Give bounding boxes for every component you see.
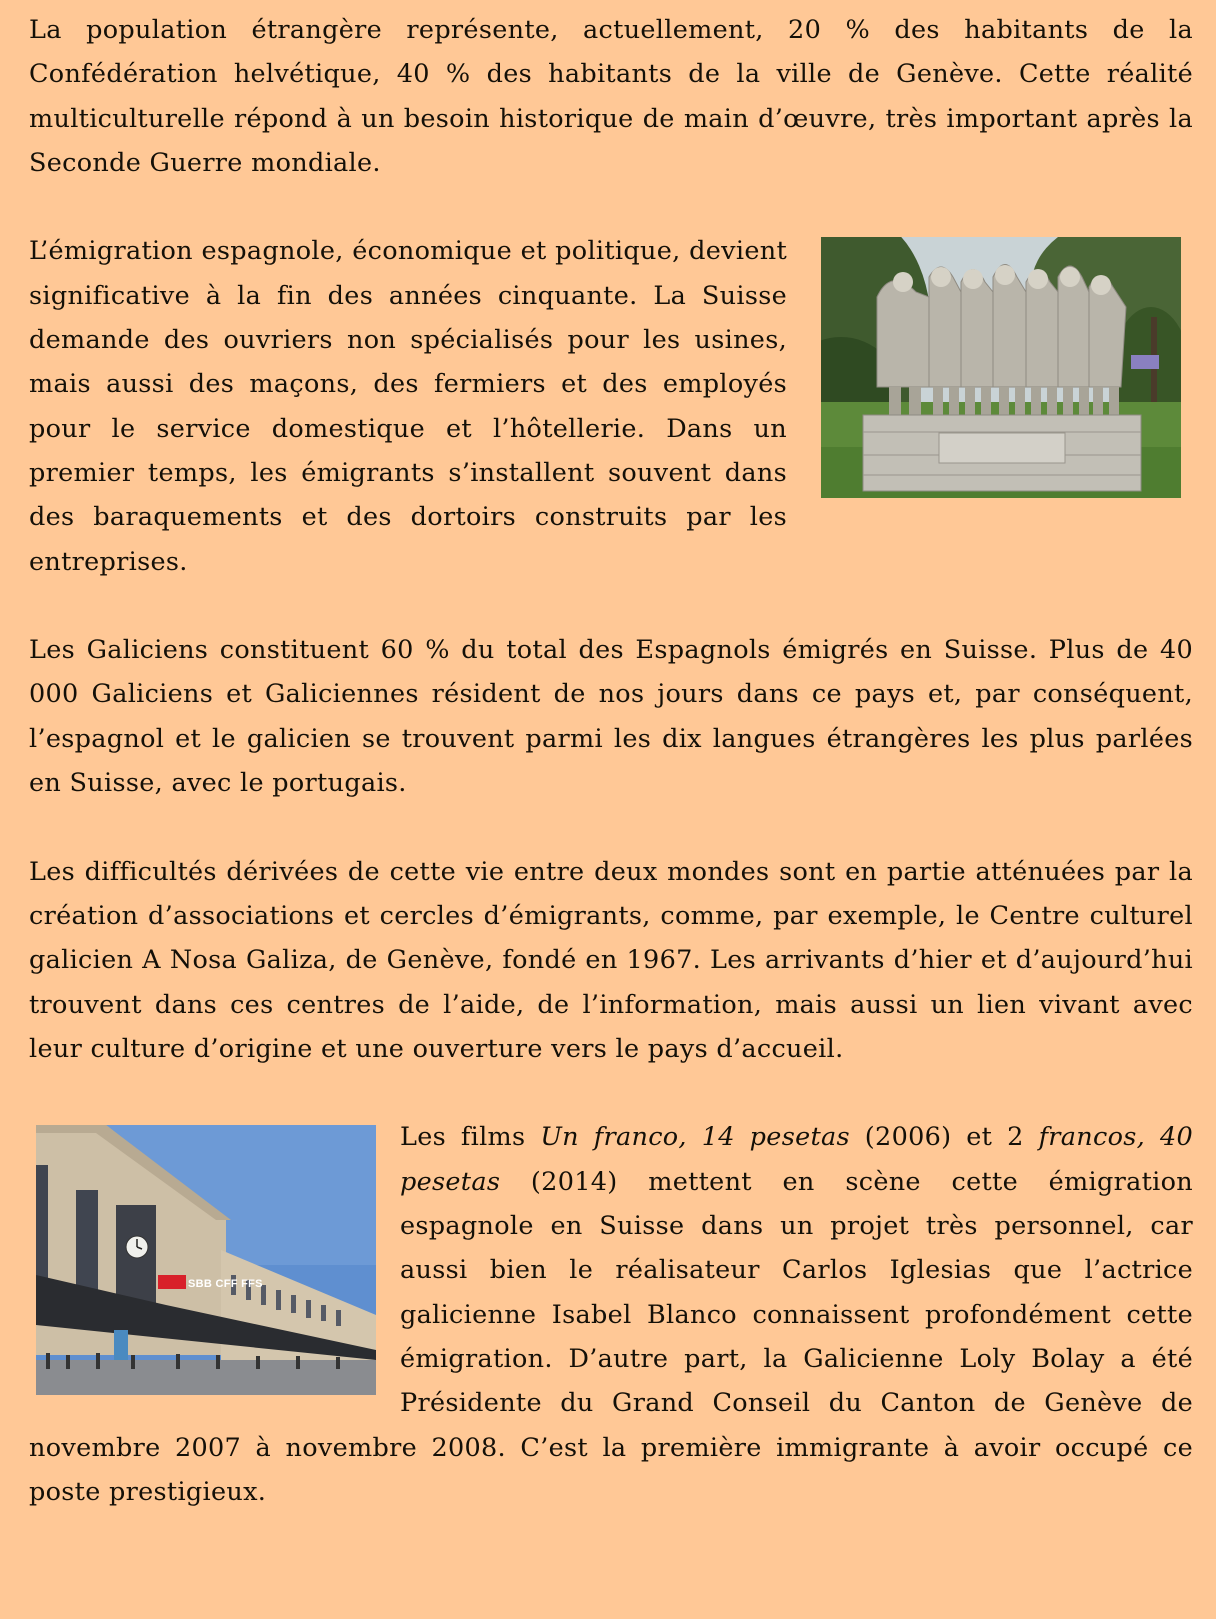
statue-image — [821, 237, 1181, 498]
film-title-un-franco: Un franco, 14 pesetas — [540, 1122, 850, 1153]
film-title-2-francos: francos, 40 pesetas — [400, 1122, 1193, 1197]
paragraph-galicians: Les Galiciens constituent 60 % du total des Espagnols émigrés en Suisse. Plus de 40 000 Galiciens et Galiciennes résident de nos jours dans ce pays et, par conséquent, l’espagnol et le galicien se trouvent parmi les dix langues étrangères les plus parlées en Suisse, avec le portugais. — [29, 635, 1193, 799]
paragraph-population: La population étrangère représente, actuellement, 20 % des habitants de la Confédération helvétique, 40 % des habitants de la ville de Genève. Cette réalité multiculturelle répond à un besoin historique de main d’œuvre, très important après la Seconde Guerre mondiale. — [29, 15, 1193, 178]
statue-photo — [821, 237, 1181, 498]
svg-text:SBB CFF FFS: SBB CFF FFS — [188, 1278, 263, 1291]
paragraph-associations: Les difficultés dérivées de cette vie entre deux mondes sont en partie atténuées par la création d’associations et cercles d’émigrants, comme, par exemple, le Centre culturel galicien A Nosa Galiza, de Genève, fondé en 1967. Les arrivants d’hier et d’aujourd’hui trouvent dans ces centres de l’aide, de l’information, mais aussi un lien vivant avec leur culture d’origine et une ouverture vers le pays d’accueil. — [29, 856, 1193, 1064]
paragraph-spanish-emigration: L’émigration espagnole, économique et politique, devient significative à la fin des années cinquante. La Suisse demande des ouvriers non spécialisés pour les usines, mais aussi des maçons, des fermiers et des employés pour le service domestique et l’hôtellerie. Dans un premier temps, les émigrants s’installent souvent dans des baraquements et des dortoirs construits par les entreprises. — [29, 236, 787, 577]
station-image — [36, 1125, 376, 1395]
station-photo — [36, 1125, 376, 1395]
paragraph-films: Les films Un franco, 14 pesetas (2006) et 2 francos, 40 pesetas (2014) mettent en scène cette émigration espagnole en Suisse dans un projet très personnel, car aussi bien le réalisateur Carlos Iglesias que l’actrice galicienne Isabel Blanco connaissent profondément cette émigration. D’autre part, la Galicienne Loly Bolay a été Présidente du Grand Conseil du Canton de Genève de novembre 2007 à novembre 2008. C’est la première immigrante à avoir occupé ce poste prestigieux. — [29, 1122, 1193, 1507]
